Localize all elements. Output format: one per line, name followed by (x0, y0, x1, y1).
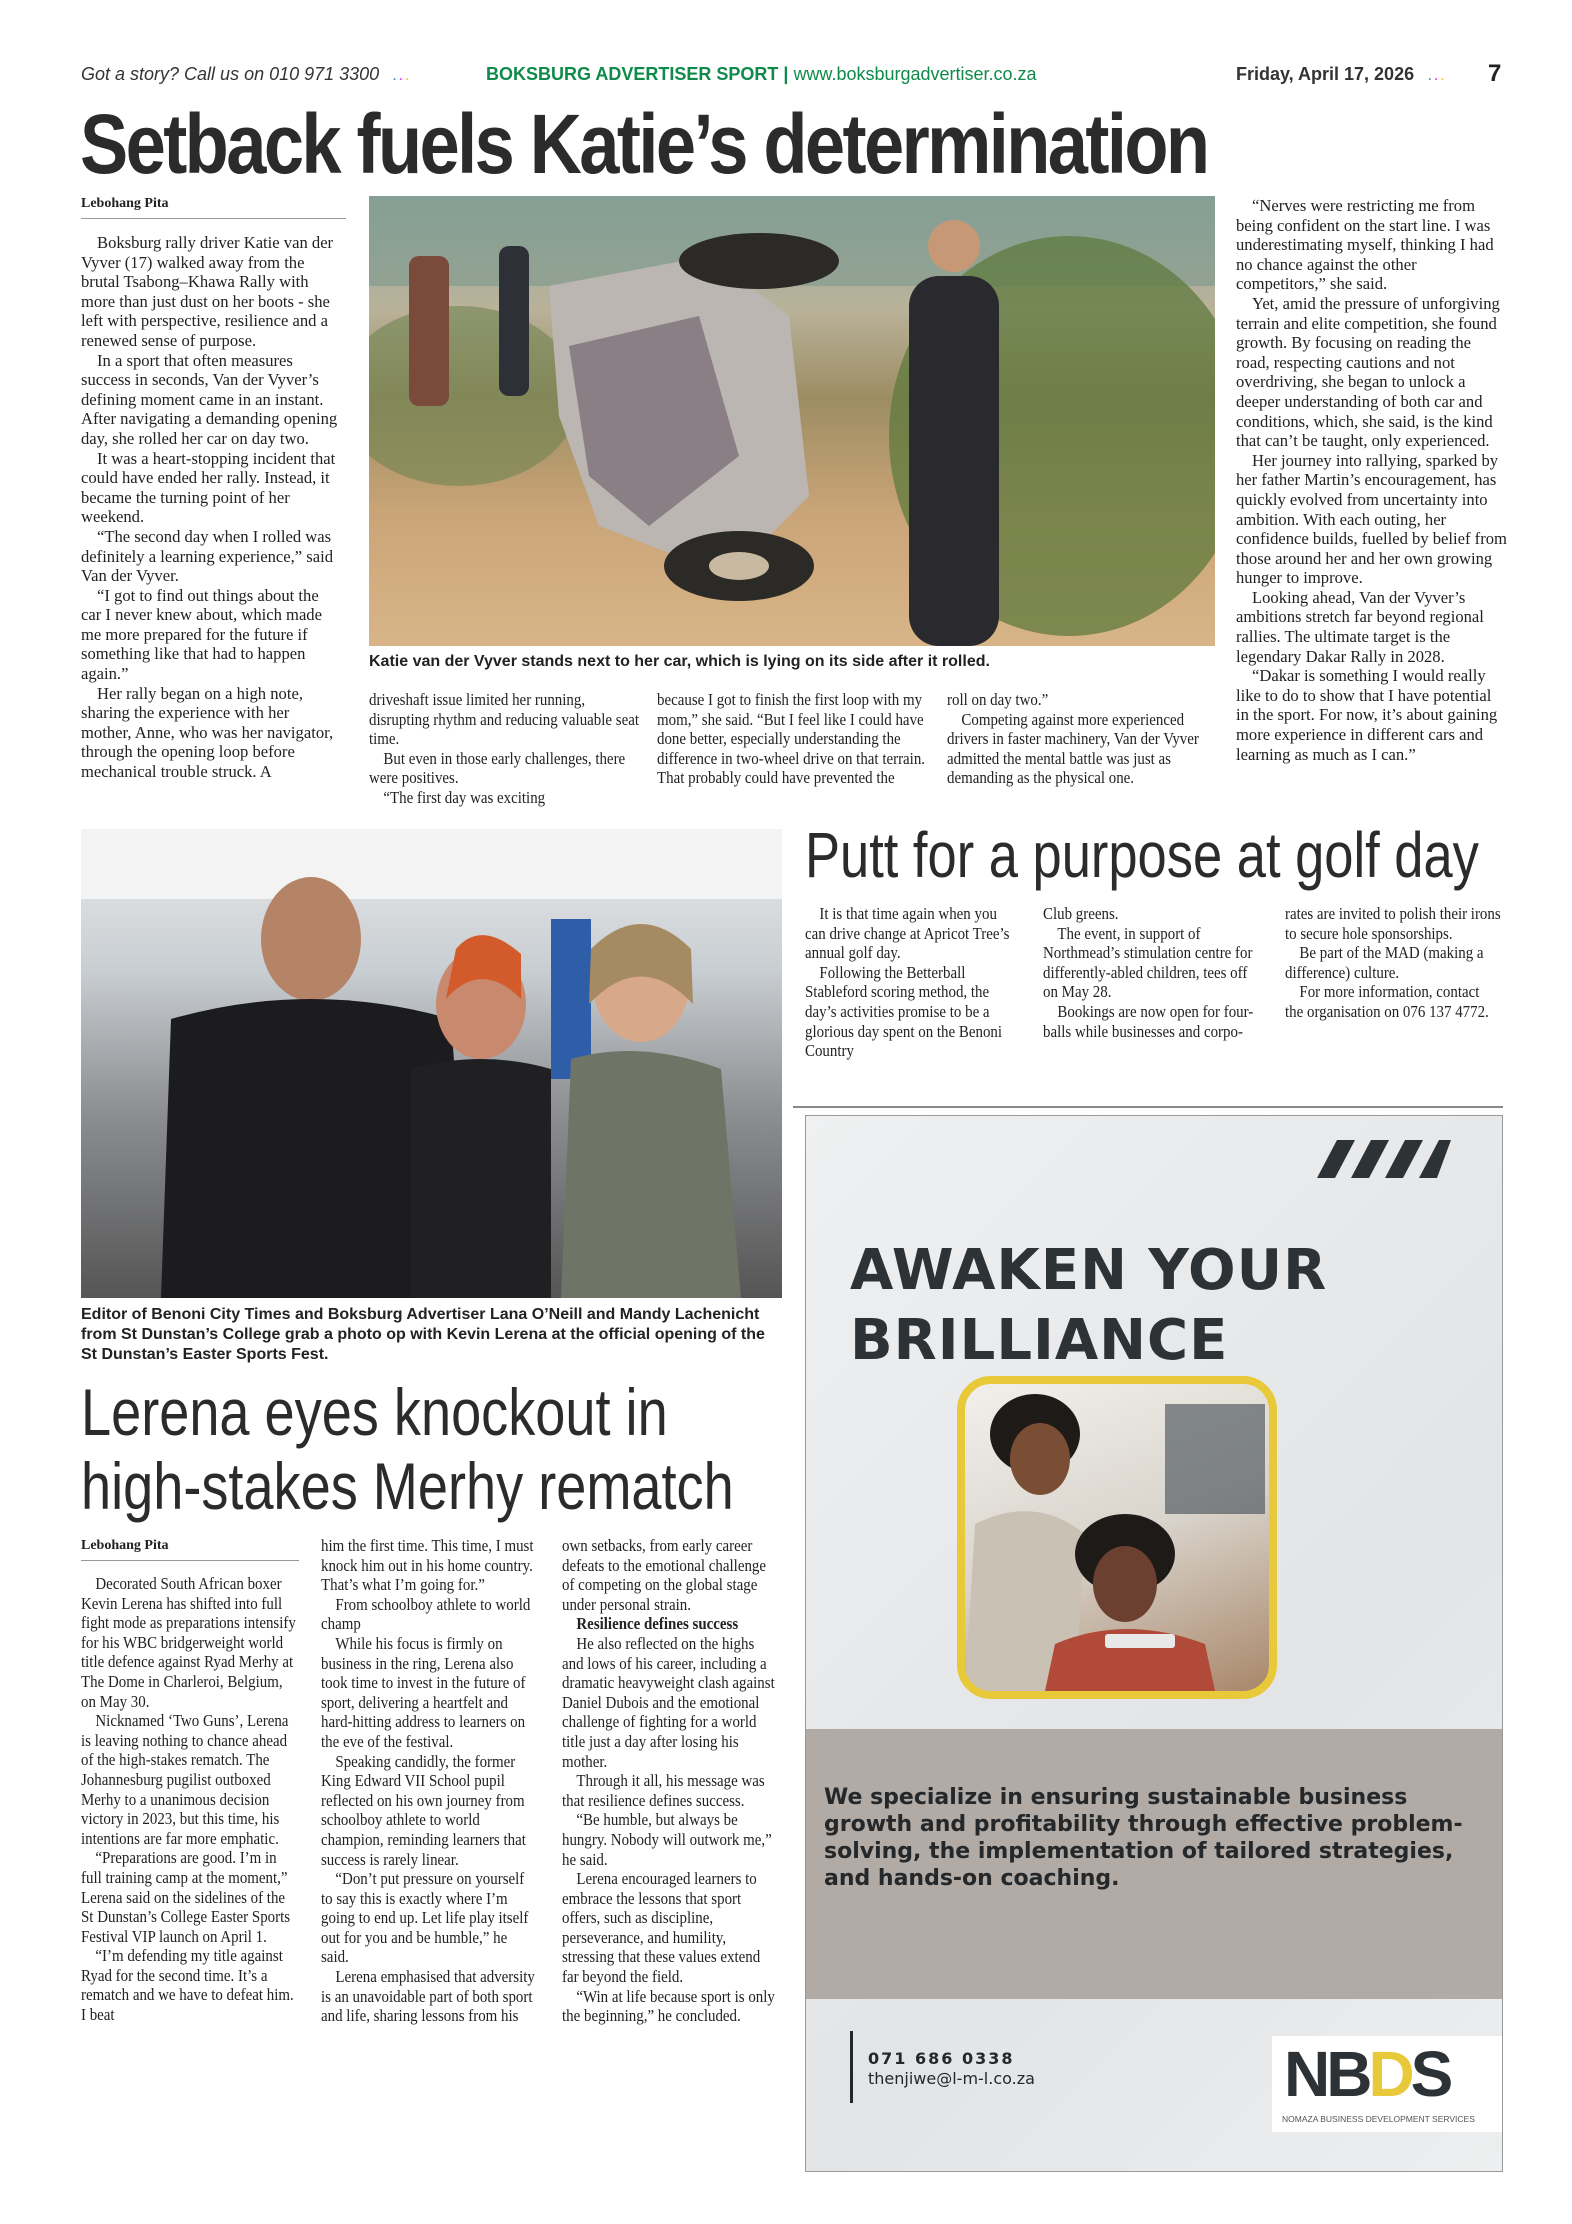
article-column (81, 1574, 297, 2025)
section-divider (793, 1106, 1503, 1108)
photo-caption-lerena: Editor of Benoni City Times and Boksburg Advertiser Lana O’Neill and Mandy Lachenicht from St Dunstan’s College grab a photo op with Kevin Lerena at the official opening of the St Dunstan’s Easter Sports Fest. (81, 1306, 765, 1363)
paragraph: Lerena encouraged learners to embrace the lessons that sport offers, such as discipline, perseverance, and humility, stressing that these values extend far beyond the field. (562, 1869, 761, 1987)
paragraph: But even in those early challenges, there were positives. (369, 748, 626, 788)
logo-letter: B (1326, 2038, 1369, 2110)
paragraph: “Don’t put pressure on yourself to say this is exactly where I’m going to end up. Let life play itself out for you and be humble,” he said. (321, 1869, 529, 1967)
headline-line: Lerena eyes knockout in (81, 1375, 668, 1449)
paragraph: “Win at life because sport is only the beginning,” he concluded. (562, 1986, 775, 2026)
paragraph: “The second day when I rolled was definitely a learning experience,” said Van der Vyver. (81, 526, 334, 586)
ad-headline (850, 1236, 1327, 1376)
logo-letter: D (1368, 2038, 1411, 2110)
byline: Lebohang Pita (81, 196, 346, 219)
section-title (486, 64, 1037, 85)
ad-photo-students (957, 1376, 1277, 1699)
headline-golf: Putt for a purpose at golf day (805, 819, 1479, 891)
article-column (562, 1536, 778, 2026)
article-column (1043, 904, 1259, 1041)
paragraph: The event, in support of Northmead’s stimulation centre for differently-abled children, tees off on May 28. (1043, 923, 1253, 1002)
ad-contact (868, 2049, 1035, 2089)
headline-katie: Setback fuels Katie’s determination (80, 97, 1208, 191)
paragraph: It was a heart-stopping incident that could have ended her rally. Instead, it became the turning point of her weekend. (81, 448, 336, 527)
stripes-icon (1301, 1140, 1451, 1178)
section-name: BOKSBURG ADVERTISER SPORT (486, 64, 779, 84)
article-column (321, 1536, 537, 2026)
paragraph: Yet, amid the pressure of unforgiving terrain and elite competition, she found growth. By focusing on reading the road, respecting cautions and not overdriving, she began to unlock a deeper understanding of both car and conditions, which, she said, is the kind that can’t be taught, only experienced. (1236, 293, 1500, 451)
paragraph: Club greens. (1043, 904, 1119, 923)
paragraph: “Dakar is something I would really like to do to show that I have potential in the sport. For now, it’s about gaining more experience in different cars and learning as much as I can.” (1236, 666, 1498, 764)
paragraph: It is that time again when you can drive change at Apricot Tree’s annual golf day. (805, 904, 1010, 963)
separator: | (783, 64, 789, 84)
group-photo-illustration (81, 829, 782, 1298)
ad-headline-line: AWAKEN YOUR (850, 1238, 1328, 1303)
paragraph: Be part of the MAD (making a difference) culture. (1285, 943, 1484, 982)
students-illustration (965, 1384, 1269, 1691)
paragraph: Bookings are now open for four-balls while businesses and corpo- (1043, 1001, 1254, 1041)
ad-email[interactable]: thenjiwe@l-m-l.co.za (868, 2069, 1035, 2088)
article-column (805, 904, 1021, 1061)
article-column (657, 690, 927, 788)
paragraph: While his focus is firmly on business in the ring, Lerena also took time to invest in the future of sport, delivering a heartfelt and hard-hitting address to learners on the eve of the festival. (321, 1633, 526, 1751)
registration-dots: ... (1428, 69, 1448, 83)
paragraph: “I got to find out things about the car I never knew about, which made me more prepared for the future if something like that had to happen again.” (81, 585, 322, 684)
logo-mark (1284, 2040, 1449, 2108)
nbds-advertisement[interactable] (805, 1115, 1503, 2172)
headline-lerena (81, 1375, 734, 1523)
nbds-logo (1272, 2036, 1503, 2132)
paragraph: For more information, contact the organisation on 076 137 4772. (1285, 982, 1489, 1021)
paragraph: Looking ahead, Van der Vyver’s ambitions stretch far beyond regional rallies. The ultimate target is the legendary Dakar Rally in 2028. (1236, 587, 1484, 666)
paragraph: Boksburg rally driver Katie van der Vyver (17) walked away from the brutal Tsabong–Khawa Rally with more than just dust on her boots - she left with perspective, resilience and a renewed sense of purpose. (81, 233, 334, 350)
car-photo-illustration (369, 196, 1215, 646)
ad-body-text: We specialize in ensuring sustainable business growth and profitability through effective problem-solving, the implementation of tailored strategies, and hands-on coaching. (824, 1785, 1463, 1891)
paragraph: own setbacks, from early career defeats to the emotional challenge of competing on the global stage under personal strain. (562, 1536, 767, 1614)
ad-phone[interactable]: 071 686 0338 (868, 2049, 1015, 2068)
headline-line: high-stakes Merhy rematch (81, 1449, 734, 1523)
paragraph: From schoolboy athlete to world champ (321, 1594, 531, 1634)
paragraph: Her journey into rallying, sparked by her father Martin’s encouragement, has quickly evolved from uncertainty into ambition. With each outing, her confidence builds, fuelled by belief from those around her and her own growing hunger to improve. (1236, 450, 1507, 588)
paragraph: Through it all, his message was that resilience defines success. (562, 1771, 765, 1810)
paragraph: He also reflected on the highs and lows of his career, including a dramatic heavyweight clash against Daniel Dubois and the emotional challenge of fighting for a world title just a day after losing his mother. (562, 1633, 775, 1771)
byline: Lebohang Pita (81, 1538, 299, 1561)
paragraph: “Preparations are good. I’m in full training camp at the moment,” Lerena said on the sidelines of the St Dunstan’s College Easter Sports Festival VIP launch on April 1. (81, 1848, 291, 1946)
tip-text: Got a story? Call us on 010 971 3300 (81, 64, 380, 84)
registration-dots: ... (393, 69, 413, 83)
paragraph: because I got to finish the first loop with my mom,” she said. “But I feel like I could have done better, especially understanding the difference in two-wheel drive on that terrain. That probably could have prevented the (657, 690, 926, 788)
article-column (1236, 196, 1508, 764)
paragraph: In a sport that often measures success in seconds, Van der Vyver’s defining moment came in an instant. After navigating a demanding opening day, she rolled her car on day two. (81, 350, 338, 448)
article-column (81, 233, 343, 782)
contact-divider (850, 2031, 853, 2103)
paragraph: roll on day two.” (947, 690, 1049, 709)
paragraph: Speaking candidly, the former King Edward VII School pupil reflected on his own journey from schoolboy athlete to world champion, reminding learners that success is rarely linear. (321, 1751, 526, 1869)
photo-lerena-group (81, 829, 782, 1298)
article-column (947, 690, 1217, 788)
paragraph: Resilience defines success (576, 1614, 739, 1634)
logo-letter: N (1284, 2038, 1327, 2110)
page-number: 7 (1488, 60, 1502, 87)
article-column (1285, 904, 1501, 1022)
story-tip-line (81, 64, 412, 85)
logo-subtitle: NOMAZA BUSINESS DEVELOPMENT SERVICES (1282, 2114, 1475, 2124)
paragraph: Lerena emphasised that adversity is an unavoidable part of both sport and life, sharing lessons from his (321, 1967, 535, 2026)
logo-letter: S (1410, 2038, 1450, 2110)
website-link[interactable]: www.boksburgadvertiser.co.za (793, 64, 1037, 84)
paragraph: “Nerves were restricting me from being confident on the start line. I was underestimating myself, thinking I had no chance against the other competitors,” she said. (1236, 196, 1494, 294)
paragraph: Her rally began on a high note, sharing the experience with her mother, Anne, who was her navigator, through the opening loop before mechanical trouble struck. A (81, 683, 334, 782)
paragraph: “The first day was exciting (383, 787, 546, 807)
paragraph: driveshaft issue limited her running, disrupting rhythm and reducing valuable seat time. (369, 690, 639, 749)
paragraph: Competing against more experienced drivers in faster machinery, Van der Vyver admitted the mental battle was just as demanding as the physical one. (947, 709, 1199, 788)
paragraph: Following the Betterball Stableford scoring method, the day’s activities promise to be a glorious day spent on the Benoni Country (805, 962, 1003, 1061)
paragraph: him the first time. This time, I must knock him out in his home country. That’s what I’m going for.” (321, 1536, 534, 1595)
photo-caption-katie: Katie van der Vyver stands next to her car, which is lying on its side after it rolled. (369, 653, 990, 670)
article-column (369, 690, 639, 808)
logo-text (1284, 2038, 1449, 2110)
paragraph: Decorated South African boxer Kevin Lerena has shifted into full fight mode as preparations intensify for his WBC bridgerweight world title defence against Ryad Merhy at The Dome in Charleroi, Belgium, on May 30. (81, 1574, 296, 1711)
ad-headline-line: BRILLIANCE (850, 1308, 1229, 1373)
paragraph: rates are invited to polish their irons to secure hole sponsorships. (1285, 904, 1501, 943)
paragraph: Nicknamed ‘Two Guns’, Lerena is leaving nothing to chance ahead of the high-stakes rematch. The Johannesburg pugilist outboxed Merhy to a unanimous decision victory in 2023, but this time, his intentions are far more emphatic. (81, 1711, 289, 1848)
paragraph: “Be humble, but always be hungry. Nobody will outwork me,” he said. (562, 1810, 772, 1869)
paragraph: “I’m defending my title against Ryad for the second time. It’s a rematch and we have to defeat him. I beat (81, 1946, 294, 2025)
photo-rolled-car (369, 196, 1215, 646)
issue-date (1236, 64, 1447, 85)
date-text: Friday, April 17, 2026 (1236, 64, 1415, 84)
